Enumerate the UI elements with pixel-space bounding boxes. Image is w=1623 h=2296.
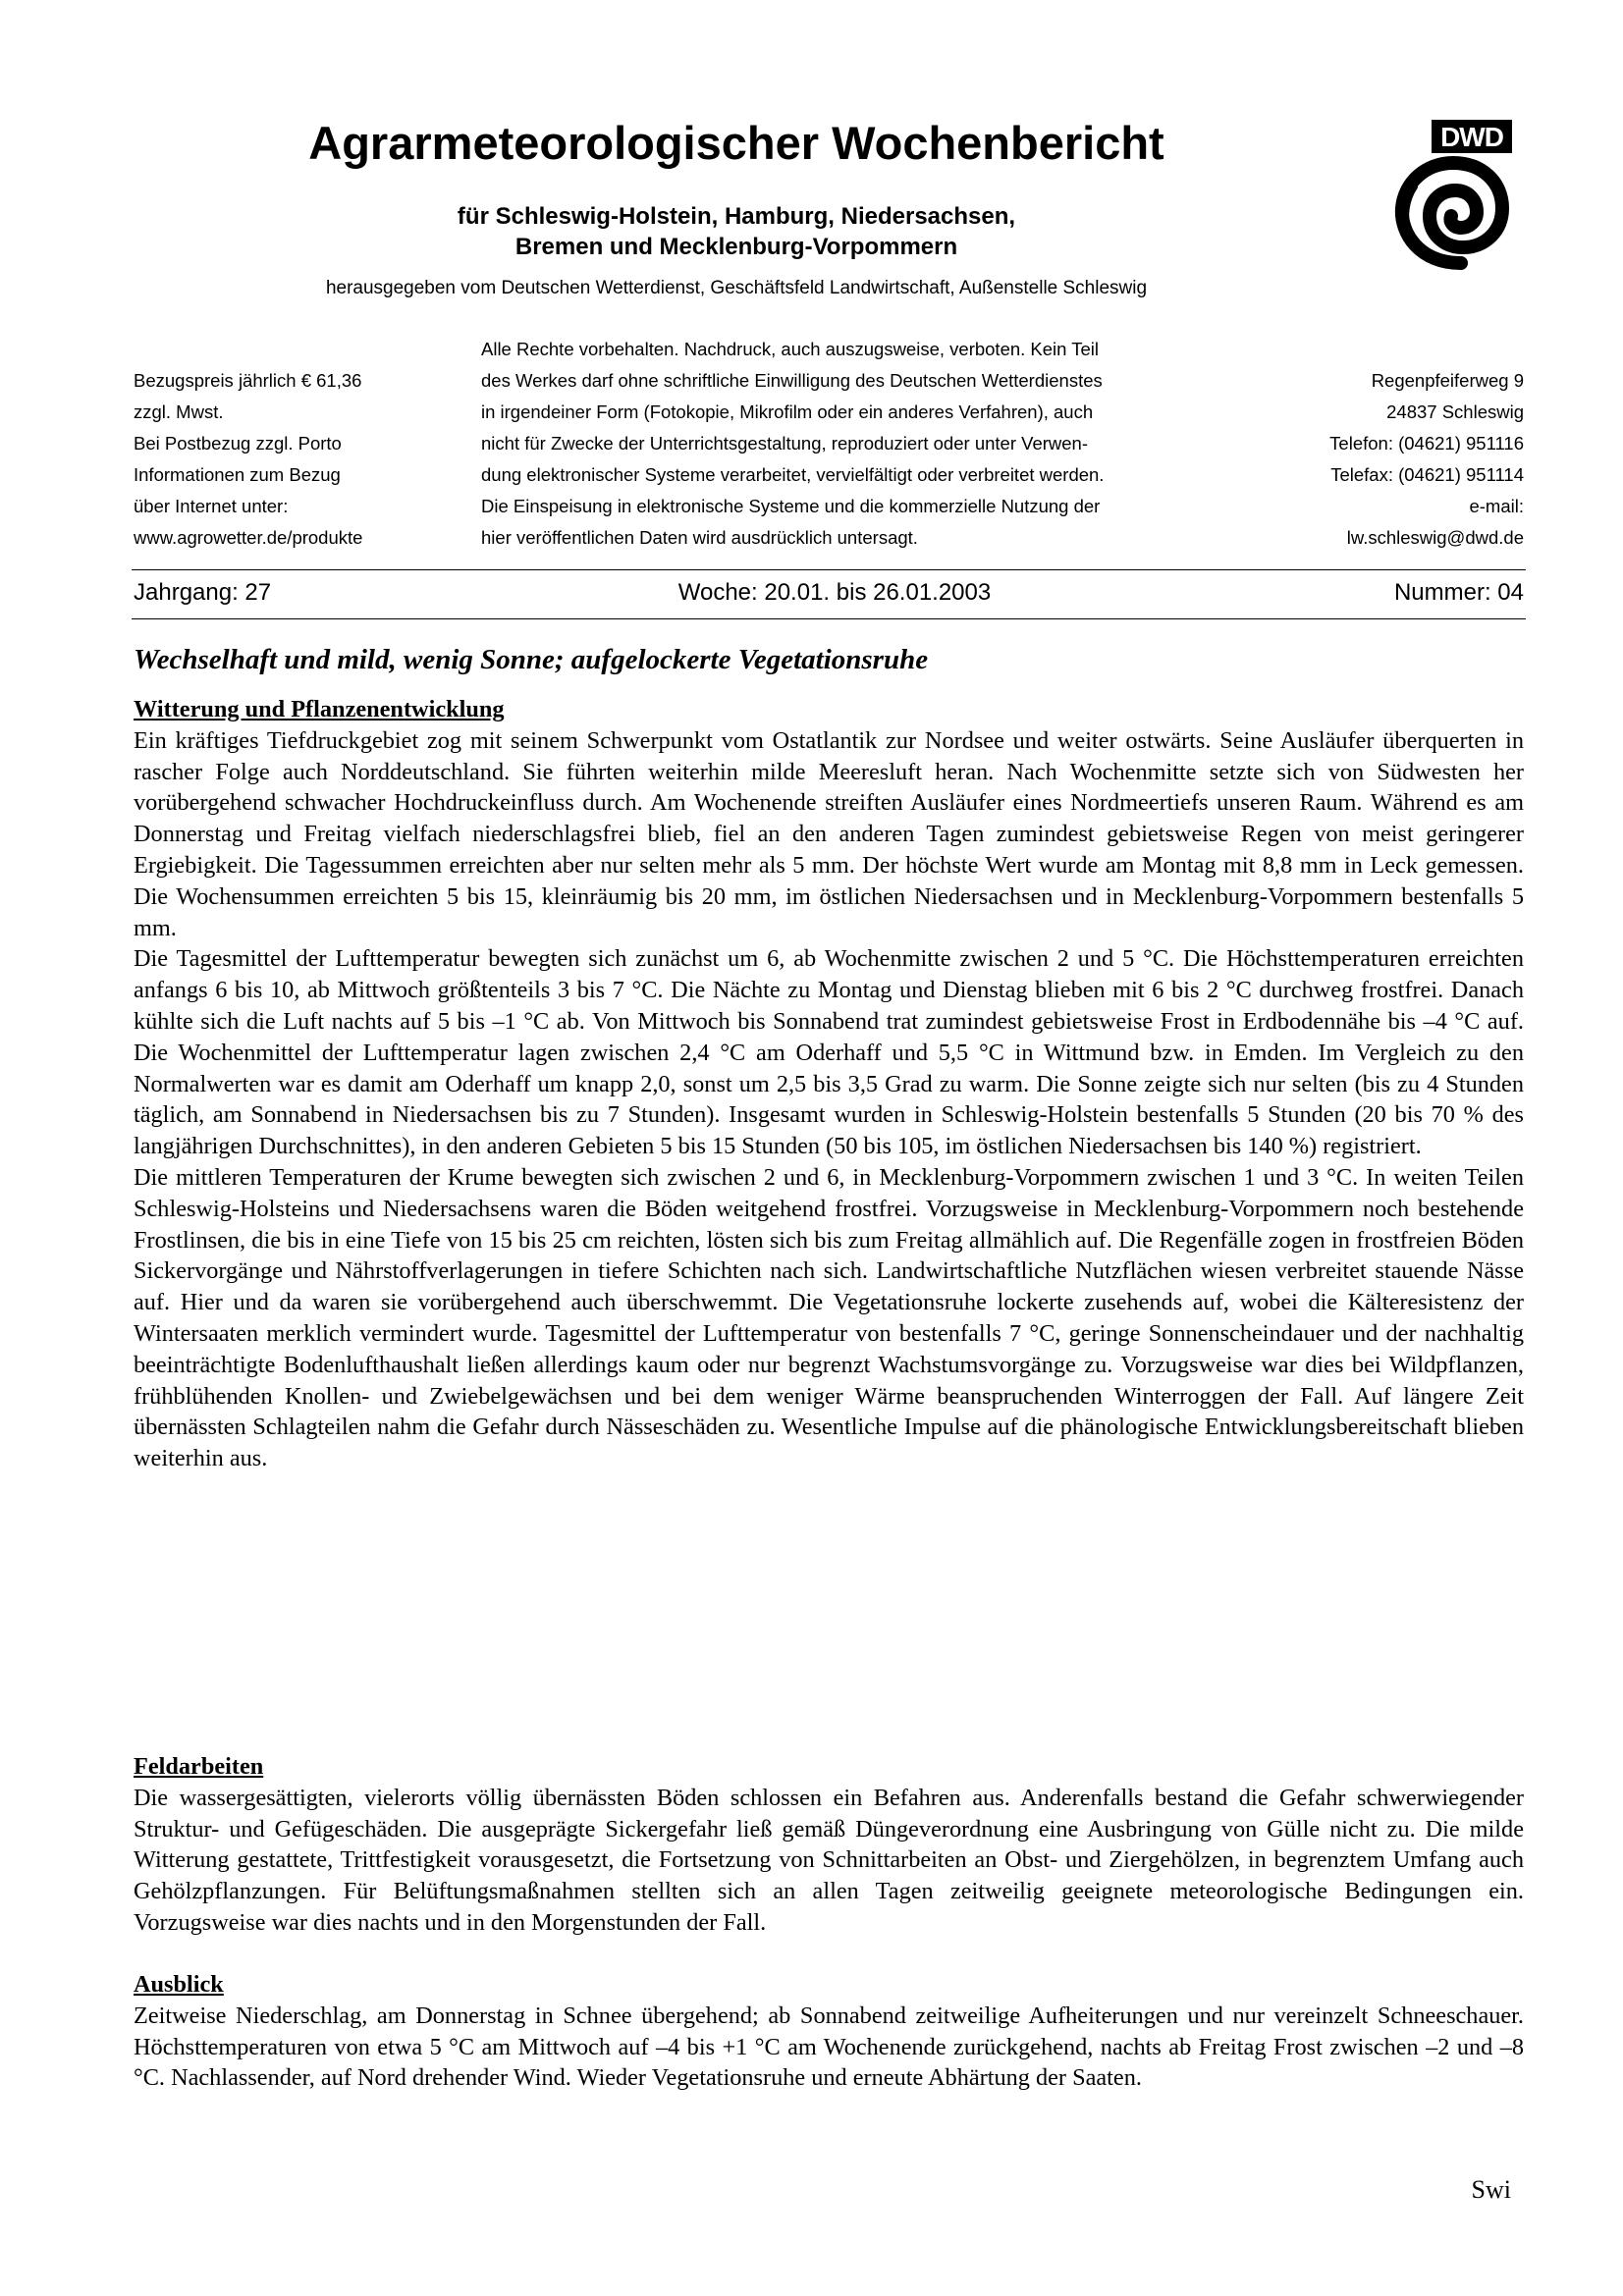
- section-heading: Ausblick: [134, 1971, 224, 1998]
- info-left-line: Bei Postbezug zzgl. Porto: [134, 433, 342, 454]
- meta-divider-bottom: [132, 618, 1526, 619]
- meta-divider-top: [132, 569, 1526, 570]
- paragraph: Die mittleren Temperaturen der Krume bewegten sich zwischen 2 und 6, in Mecklenburg-Vorpommern zwischen 1 und 3 °C. In weiten Teilen Schleswig-Holsteins und Niedersachsens waren die Böden weitgehend frostfrei. Vorzugsweise in Mecklenburg-Vorpommern noch bestehende Frostlinsen, die bis in eine Tiefe von 15 bis 25 cm reichten, lösten sich bis zum Freitag allmählich auf. Die Regenfälle zogen in frostfreien Böden Sickervorgänge und Nährstoffverlagerungen in tiefere Schichten nach sich. Landwirtschaftliche Nutzflächen wiesen verbreitet stauende Nässe auf. Hier und da waren sie vorübergehend auch überschwemmt. Die Vegetationsruhe lockerte zusehends auf, wobei die Kälteresistenz der Wintersaaten merklich vermindert wurde. Tagesmittel der Lufttemperatur von bestenfalls 7 °C, geringe Sonnenscheindauer und der nachhaltig beeinträchtigte Bodenlufthaushalt ließen allerdings kaum oder nur begrenzt Wachstumsvorgänge zu. Vorzugsweise war dies bei Wildpflanzen, frühblühenden Knollen- und Zwiebelgewächsen und bei dem weniger Wärme beanspruchenden Winterroggen der Fall. Auf längere Zeit übernässten Schlagteilen nahm die Gefahr durch Nässeschäden zu. Wesentliche Impulse auf die phänologische Entwicklungsbereitschaft blieben weiterhin aus.: [134, 1163, 1524, 1472]
- section-fieldwork: [134, 1751, 1524, 1939]
- report-subtitle: [196, 201, 1276, 262]
- copyright-notice: [481, 334, 1237, 554]
- section-weather: [134, 694, 1524, 1474]
- publisher-line: herausgegeben vom Deutschen Wetterdienst, Geschäftsfeld Landwirtschaft, Außenstelle Schleswig: [325, 278, 1148, 298]
- dwd-logo: [1392, 118, 1514, 273]
- section-outlook: [134, 1969, 1524, 2094]
- week-range: Woche: 20.01. bis 26.01.2003: [677, 579, 992, 606]
- copyright-line: hier veröffentlichen Daten wird ausdrücklich untersagt.: [481, 527, 918, 548]
- copyright-line: des Werkes darf ohne schriftliche Einwilligung des Deutschen Wetterdienstes: [481, 370, 1103, 391]
- author-signature: Swi: [1471, 2175, 1511, 2204]
- info-left-line: www.agrowetter.de/produkte: [134, 527, 363, 548]
- contact-info: [1178, 365, 1524, 554]
- subtitle-line-1: für Schleswig-Holstein, Hamburg, Niedersachsen,: [457, 203, 1016, 230]
- subtitle-line-2: Bremen und Mecklenburg-Vorpommern: [514, 234, 958, 260]
- info-left-line: über Internet unter:: [134, 496, 289, 516]
- copyright-line: dung elektronischer Systeme verarbeitet, vervielfältigt oder verbreitet werden.: [481, 464, 1105, 485]
- paragraph: Die Tagesmittel der Lufttemperatur bewegten sich zunächst um 6, ab Wochenmitte zwischen 2 und 5 °C. Die Höchsttemperaturen erreichten anfangs 6 bis 10, ab Mittwoch größtenteils 3 bis 7 °C. Die Nächte zu Montag und Dienstag blieben mit 6 bis 2 °C durchweg frostfrei. Danach kühlte sich die Luft nachts auf 5 bis –1 °C ab. Von Mittwoch bis Sonnabend trat zumindest gebietsweise Frost in Erdbodennähe bis –4 °C auf. Die Wochenmittel der Lufttemperatur lagen zwischen 2,4 °C am Oderhaff und 5,5 °C in Wittmund bzw. in Emden. Im Vergleich zu den Normalwerten war es damit am Oderhaff um knapp 2,0, sonst um 2,5 bis 3,5 Grad zu warm. Die Sonne zeigte sich nur selten (bis zu 4 Stunden täglich, am Sonnabend in Niedersachsen bis zu 7 Stunden). Insgesamt wurden in Schleswig-Holstein bestenfalls 5 Stunden (20 bis 70 % des langjährigen Durchschnittes), in den anderen Gebieten 5 bis 15 Stunden (50 bis 105, im östlichen Niedersachsen bis 140 %) registriert.: [134, 945, 1524, 1160]
- subscription-info: [134, 365, 467, 554]
- contact-line: Telefax: (04621) 951114: [1330, 464, 1524, 485]
- section-heading: Witterung und Pflanzenentwicklung: [134, 696, 505, 722]
- copyright-line: nicht für Zwecke der Unterrichtsgestaltung, reproduziert oder unter Verwen-: [481, 433, 1088, 454]
- copyright-line: Alle Rechte vorbehalten. Nachdruck, auch auszugsweise, verboten. Kein Teil: [481, 339, 1100, 359]
- report-title: Agrarmeteorologischer Wochenbericht: [308, 117, 1164, 169]
- copyright-line: Die Einspeisung in elektronische Systeme und die kommerzielle Nutzung der: [481, 496, 1101, 516]
- volume-label: Jahrgang: 27: [134, 579, 272, 606]
- info-left-line: Bezugspreis jährlich € 61,36: [134, 370, 362, 391]
- section-heading: Feldarbeiten: [134, 1753, 264, 1780]
- paragraph: Die wassergesättigten, vielerorts völlig übernässten Böden schlossen ein Befahren aus. Anderenfalls bestand die Gefahr schwerwiegender Struktur- und Gefügeschäden. Die ausgeprägte Sickergefahr ließ gemäß Düngeverordnung eine Ausbringung von Gülle nicht zu. Die milde Witterung gestattete, Trittfestigkeit vorausgesetzt, die Fortsetzung von Schnittarbeiten an Obst- und Ziergehölzen, in begrenztem Umfang auch Gehölzpflanzungen. Für Belüftungsmaßnahmen stellten sich an allen Tagen zeitweilig geeignete meteorologische Bedingungen ein. Vorzugsweise war dies nachts und in den Morgenstunden der Fall.: [134, 1784, 1524, 1936]
- info-left-line: Informationen zum Bezug: [134, 464, 341, 485]
- paragraph: Ein kräftiges Tiefdruckgebiet zog mit seinem Schwerpunkt vom Ostatlantik zur Nordsee und weiter ostwärts. Seine Ausläufer überquerten in rascher Folge auch Norddeutschland. Sie führten weiterhin milde Meeresluft heran. Nach Wochenmitte setzte sich von Südwesten her vorübergehend schwacher Hochdruckeinfluss durch. Am Wochenende streiften Ausläufer eines Nordmeertiefs unseren Raum. Während es am Donnerstag und Freitag vielfach niederschlagsfrei blieb, fiel an den anderen Tagen zumindest gebietsweise Regen von meist geringerer Ergiebigkeit. Die Tagessummen erreichten aber nur selten mehr als 5 mm. Der höchste Wert wurde am Montag mit 8,8 mm in Leck gemessen. Die Wochensummen erreichten 5 bis 15, kleinräumig bis 20 mm, im östlichen Niedersachsen und in Mecklenburg-Vorpommern bestenfalls 5 mm.: [134, 726, 1524, 941]
- copyright-line: in irgendeiner Form (Fotokopie, Mikrofilm oder ein anderes Verfahren), auch: [481, 401, 1094, 422]
- issue-number: Nummer: 04: [1393, 579, 1524, 606]
- contact-email: lw.schleswig@dwd.de: [1346, 527, 1524, 548]
- contact-line: Regenpfeiferweg 9: [1371, 370, 1524, 391]
- contact-line: e-mail:: [1469, 496, 1524, 516]
- contact-line: Telefon: (04621) 951116: [1329, 433, 1524, 454]
- paragraph: Zeitweise Niederschlag, am Donnerstag in Schnee übergehend; ab Sonnabend zeitweilige Aufheiterungen und nur vereinzelt Schneeschauer. Höchsttemperaturen von etwa 5 °C am Mittwoch auf –4 bis +1 °C am Wochenende zurückgehend, nachts ab Freitag Frost zwischen –2 und –8 °C. Nachlassender, auf Nord drehender Wind. Wieder Vegetationsruhe und erneute Abhärtung der Saaten.: [134, 2002, 1524, 2092]
- contact-line: 24837 Schleswig: [1386, 401, 1524, 422]
- report-headline: Wechselhaft und mild, wenig Sonne; aufgelockerte Vegetationsruhe: [134, 644, 929, 675]
- logo-text: DWD: [1440, 122, 1503, 152]
- info-left-line: zzgl. Mwst.: [134, 401, 224, 422]
